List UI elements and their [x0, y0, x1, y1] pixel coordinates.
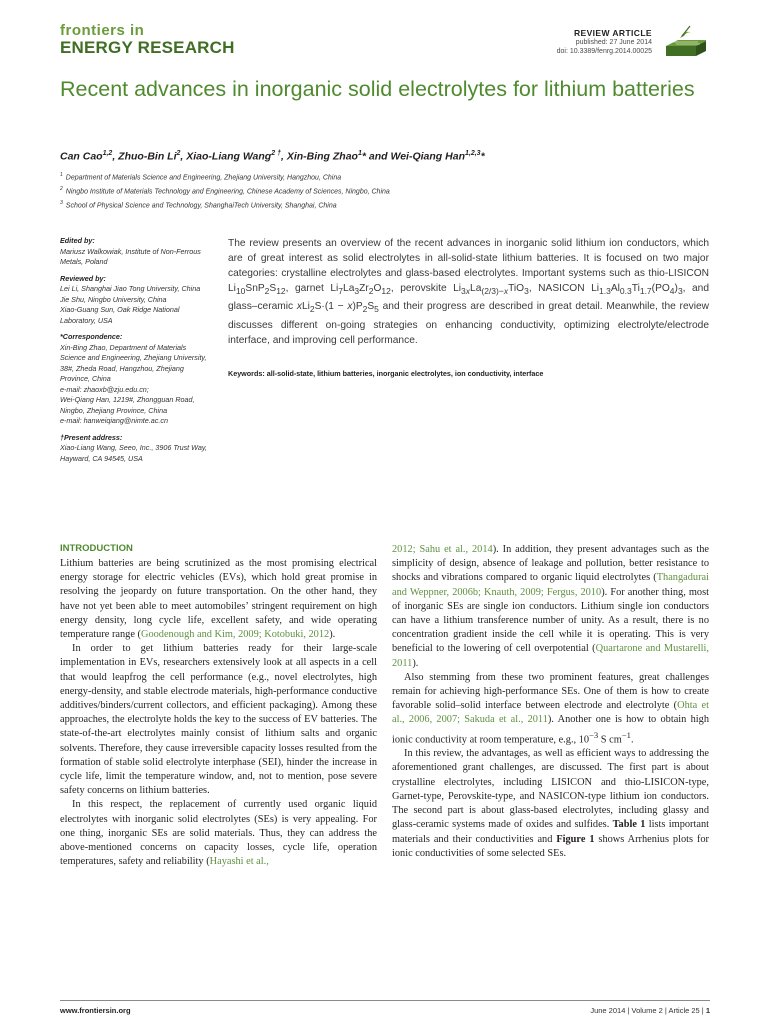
author-separator: , [180, 150, 187, 163]
author-separator: , [280, 150, 287, 163]
section-heading-introduction: INTRODUCTION [60, 543, 133, 554]
author-affiliation-marker: 2 † [271, 150, 281, 157]
editor-name: Mariusz Walkowiak, Institute of Non-Ferrous Metals, Poland [60, 246, 201, 266]
affiliation-text: School of Physical Science and Technology, ShanghaiTech University, Shanghai, China [65, 201, 337, 209]
paragraph: In order to get lithium batteries ready for their large-scale implementation in EVs, researchers extensively look at all aspects in a cell that would leapfrog the cell performance (e.g., novel electrolytes, high energy-density, and stable electrode materials, high-performance conductive additives/binders/current collectors, and efficient packaging). Among these approaches, the electrolyte holds the key to the success of EV batteries. The state-of-the-art electrolytes mainly consist of lithium salts and organic solvents. Therefore, they cause irreversible capacity losses resulted from the formation of stable solid electrolyte interphase (SEI), hinder the increase in cycle life, limit the temperature window, and, not to mention, pose severe safety concerns on lithium batteries. [60, 643, 377, 797]
paragraph-text: ). For another thing, most of inorganic SEs are single ion conductors. Lithium single ion conductors can have a lithium transference number of unity. As a result, there is no concentration gradient inside the cell while it is operating. This is very beneficial to the lowering of cell overpotential ( [392, 586, 709, 655]
author-separator: and [365, 150, 391, 163]
formula-text: $Li_{10}SnP_2S_{12}$, garnet $Li_7La_3Zr_2O_{12}$, perovskite $Li_{3x}La_{(2/3)-x}TiO_3$, NASICON $Li_{1.3}Al_{0.3}Ti_{1.7}(PO_4)_3$ [228, 283, 683, 297]
affiliation-list [60, 170, 710, 211]
author-affiliation-marker: 1 [357, 150, 362, 157]
paragraph-text: In this respect, the replacement of currently used organic liquid electrolytes with inorganic solid electrolytes (SEs) is very appealing. For one thing, inorganic SEs are solid materials. Thus, they can address the above-mentioned concerns on capacity losses, cycle life, operation temperatures, safety and reliability ( [60, 799, 377, 868]
citation-link[interactable]: Ohta et al., 2006, 2007; Sakuda et al., 2011 [392, 700, 709, 726]
citation-link[interactable]: Quartarone and Mustarelli, 2011 [392, 643, 710, 669]
article-title: Recent advances in inorganic solid electrolytes for lithium batteries [60, 77, 695, 101]
author-affiliation-marker: 1,2 [102, 150, 113, 157]
website-link[interactable]: www.frontiersin.org [60, 1006, 131, 1015]
exponent: −3 [589, 729, 599, 740]
footer-divider [60, 1000, 710, 1001]
citation-link[interactable]: Goodenough and Kim, 2009; Kotobuki, 2012 [140, 629, 330, 641]
corresponding-mark: * [361, 150, 366, 163]
article-type: REVIEW ARTICLE [573, 28, 652, 38]
paragraph-text: lists important materials and their conductivities and [392, 819, 709, 845]
paragraph-text: . [630, 734, 634, 746]
affiliation-text: Ningbo Institute of Materials Technology and Engineering, Chinese Academy of Sciences, Ningbo, China [65, 188, 390, 196]
present-address-text: Xiao-Liang Wang, Seeo, Inc., 3906 Trust Way, Hayward, CA 94545, USA [60, 443, 207, 463]
author-name[interactable]: Xin-Bing Zhao [286, 150, 358, 163]
text-column-right [392, 543, 709, 861]
journal-logo-top[interactable]: frontiers in [60, 22, 145, 39]
author-name[interactable]: Zhuo-Bin Li [118, 150, 177, 163]
paragraph-text: ). [329, 629, 336, 641]
author-separator: , [112, 150, 119, 163]
paragraph [392, 747, 709, 861]
paragraph-text: ). [412, 657, 419, 669]
article-info-sidebar [60, 236, 210, 470]
correspondence-email-link[interactable]: e-mail: zhaoxb@zju.edu.cn; [60, 384, 149, 394]
abstract-text: The review presents an overview of the recent advances in inorganic solid lithium ion conductors, which are of great interest as solid electrolytes in all-solid-state lithium batteries. It is focused on two major categories: crystalline electrolytes and glass-based electrolytes. Important systems such as thio-LISICON [228, 238, 709, 280]
text-column-left [60, 557, 377, 869]
reviewer-item: Xiao-Guang Sun, Oak Ridge National Laboratory, USA [60, 305, 180, 325]
correspondence-email-link[interactable]: e-mail: hanweiqiang@nimte.ac.cn [60, 416, 168, 425]
author-affiliation-marker: 1,2,3 [464, 150, 481, 157]
affiliation-item [60, 170, 710, 184]
journal-logo-bottom[interactable]: ENERGY RESEARCH [60, 38, 235, 57]
paragraph-text: shows Arrhenius plots for ionic conductivities of some selected SEs. [392, 833, 709, 859]
citation-link[interactable]: 2012; Sahu et al., 2014 [392, 544, 493, 555]
doi-link[interactable]: doi: 10.3389/fenrg.2014.00025 [556, 48, 652, 55]
abstract [228, 236, 709, 348]
journal-emblem-icon [660, 22, 706, 62]
formula-text: $xLi_2S\cdot(1 - x)P_2S_5$ [296, 301, 379, 315]
paragraph-text: ). In addition, they present advantages such as the simplicity of design, absence of leakage and pollution, better resistance to shocks and vibrations compared to organic liquid electrolytes ( [392, 544, 709, 584]
abstract-text: and their progress are described in great detail. Meanwhile, the review discusses different on-going strategies on enhancing conductivity, optimizing electrolyte/electrode interface, and improving cell performance. [228, 301, 709, 346]
page-number: 1 [705, 1006, 710, 1015]
paragraph-text: Also stemming from these two prominent features, great challenges remain for achieving high-performance SEs. One of them is how to create favorable solid–solid interface between electrode and electrolyte ( [392, 671, 709, 712]
affiliation-number: 3 [60, 199, 63, 206]
reviewer-item: Jie Shu, Ningbo University, China [60, 294, 167, 304]
author-list [60, 150, 710, 163]
edited-by-label: Edited by: [60, 236, 95, 245]
present-address-label: †Present address: [60, 432, 123, 442]
paragraph-text: In this review, the advantages, as well as efficient ways to addressing the aforementioned grant challenges, are discussed. The first part is about crystalline electrolytes, including LISICON and thio-LISICON-type, Garnet-type, Perovskite-type, and NASICON-type lithium ion conductors. The second part is about glass-based electrolytes, including glassy and glass-ceramic systems made of oxides and sulfides. [392, 748, 709, 831]
issue-info [590, 1006, 710, 1015]
reviewed-by-label: Reviewed by: [60, 273, 106, 283]
affiliation-number: 1 [60, 172, 63, 178]
correspondence-address: Wei-Qiang Han, 1219#, Zhongguan Road, Ningbo, Zhejiang Province, China [60, 395, 195, 415]
affiliation-item [60, 184, 710, 198]
issue-text: June 2014 | Volume 2 | Article 25 | [590, 1006, 706, 1015]
publication-date: published: 27 June 2014 [575, 39, 652, 46]
affiliation-number: 2 [60, 185, 63, 192]
citation-link[interactable]: Thangadurai and Weppner, 2006b; Knauth, 2009; Fergus, 2010 [392, 572, 709, 598]
exponent: −1 [621, 729, 631, 740]
reviewer-item: Lei Li, Shanghai Jiao Tong University, China [60, 284, 201, 293]
paragraph [60, 557, 377, 642]
corresponding-mark: * [480, 150, 485, 163]
correspondence-address: Xin-Bing Zhao, Department of Materials Science and Engineering, Zhejiang University, 38#, Zheda Road, Hangzhou, Zhejiang Province, China [60, 342, 207, 383]
correspondence-label: *Correspondence: [60, 332, 123, 341]
paragraph [60, 798, 377, 869]
author-name[interactable]: Xiao-Liang Wang [186, 150, 272, 163]
paragraph-text: S cm [598, 734, 622, 746]
keywords-line: Keywords: all-solid-state, lithium batteries, inorganic electrolytes, ion conductivity, interface [228, 369, 544, 378]
citation-link[interactable]: Hayashi et al., [209, 856, 269, 868]
affiliation-item [60, 198, 710, 212]
page-header [60, 22, 708, 62]
author-name[interactable]: Wei-Qiang Han [390, 150, 465, 163]
author-name[interactable]: Can Cao [60, 150, 103, 163]
paragraph [392, 543, 709, 671]
abstract-text: , and glass–ceramic [228, 283, 709, 313]
paragraph-text: Lithium batteries are being scrutinized as the most promising electrical energy storage for electric vehicles (EVs), which hold great promise in resolving the jeopardy on future transportation. On the other hand, they have not yet been able to meet automobiles’ stringent requirement on high energy density, long cycle life, excellent safety, and wide operating temperature range ( [60, 558, 377, 641]
author-affiliation-marker: 2 [176, 150, 181, 157]
table-reference-link[interactable]: Table 1 [612, 819, 646, 831]
affiliation-text: Department of Materials Science and Engineering, Zhejiang University, Hangzhou, China [65, 174, 342, 182]
paragraph [392, 671, 709, 747]
paragraph-text: ). Another one is how to obtain high ionic conductivity at room temperature, e.g., 10 [392, 714, 709, 746]
figure-reference-link[interactable]: Figure 1 [556, 833, 595, 845]
